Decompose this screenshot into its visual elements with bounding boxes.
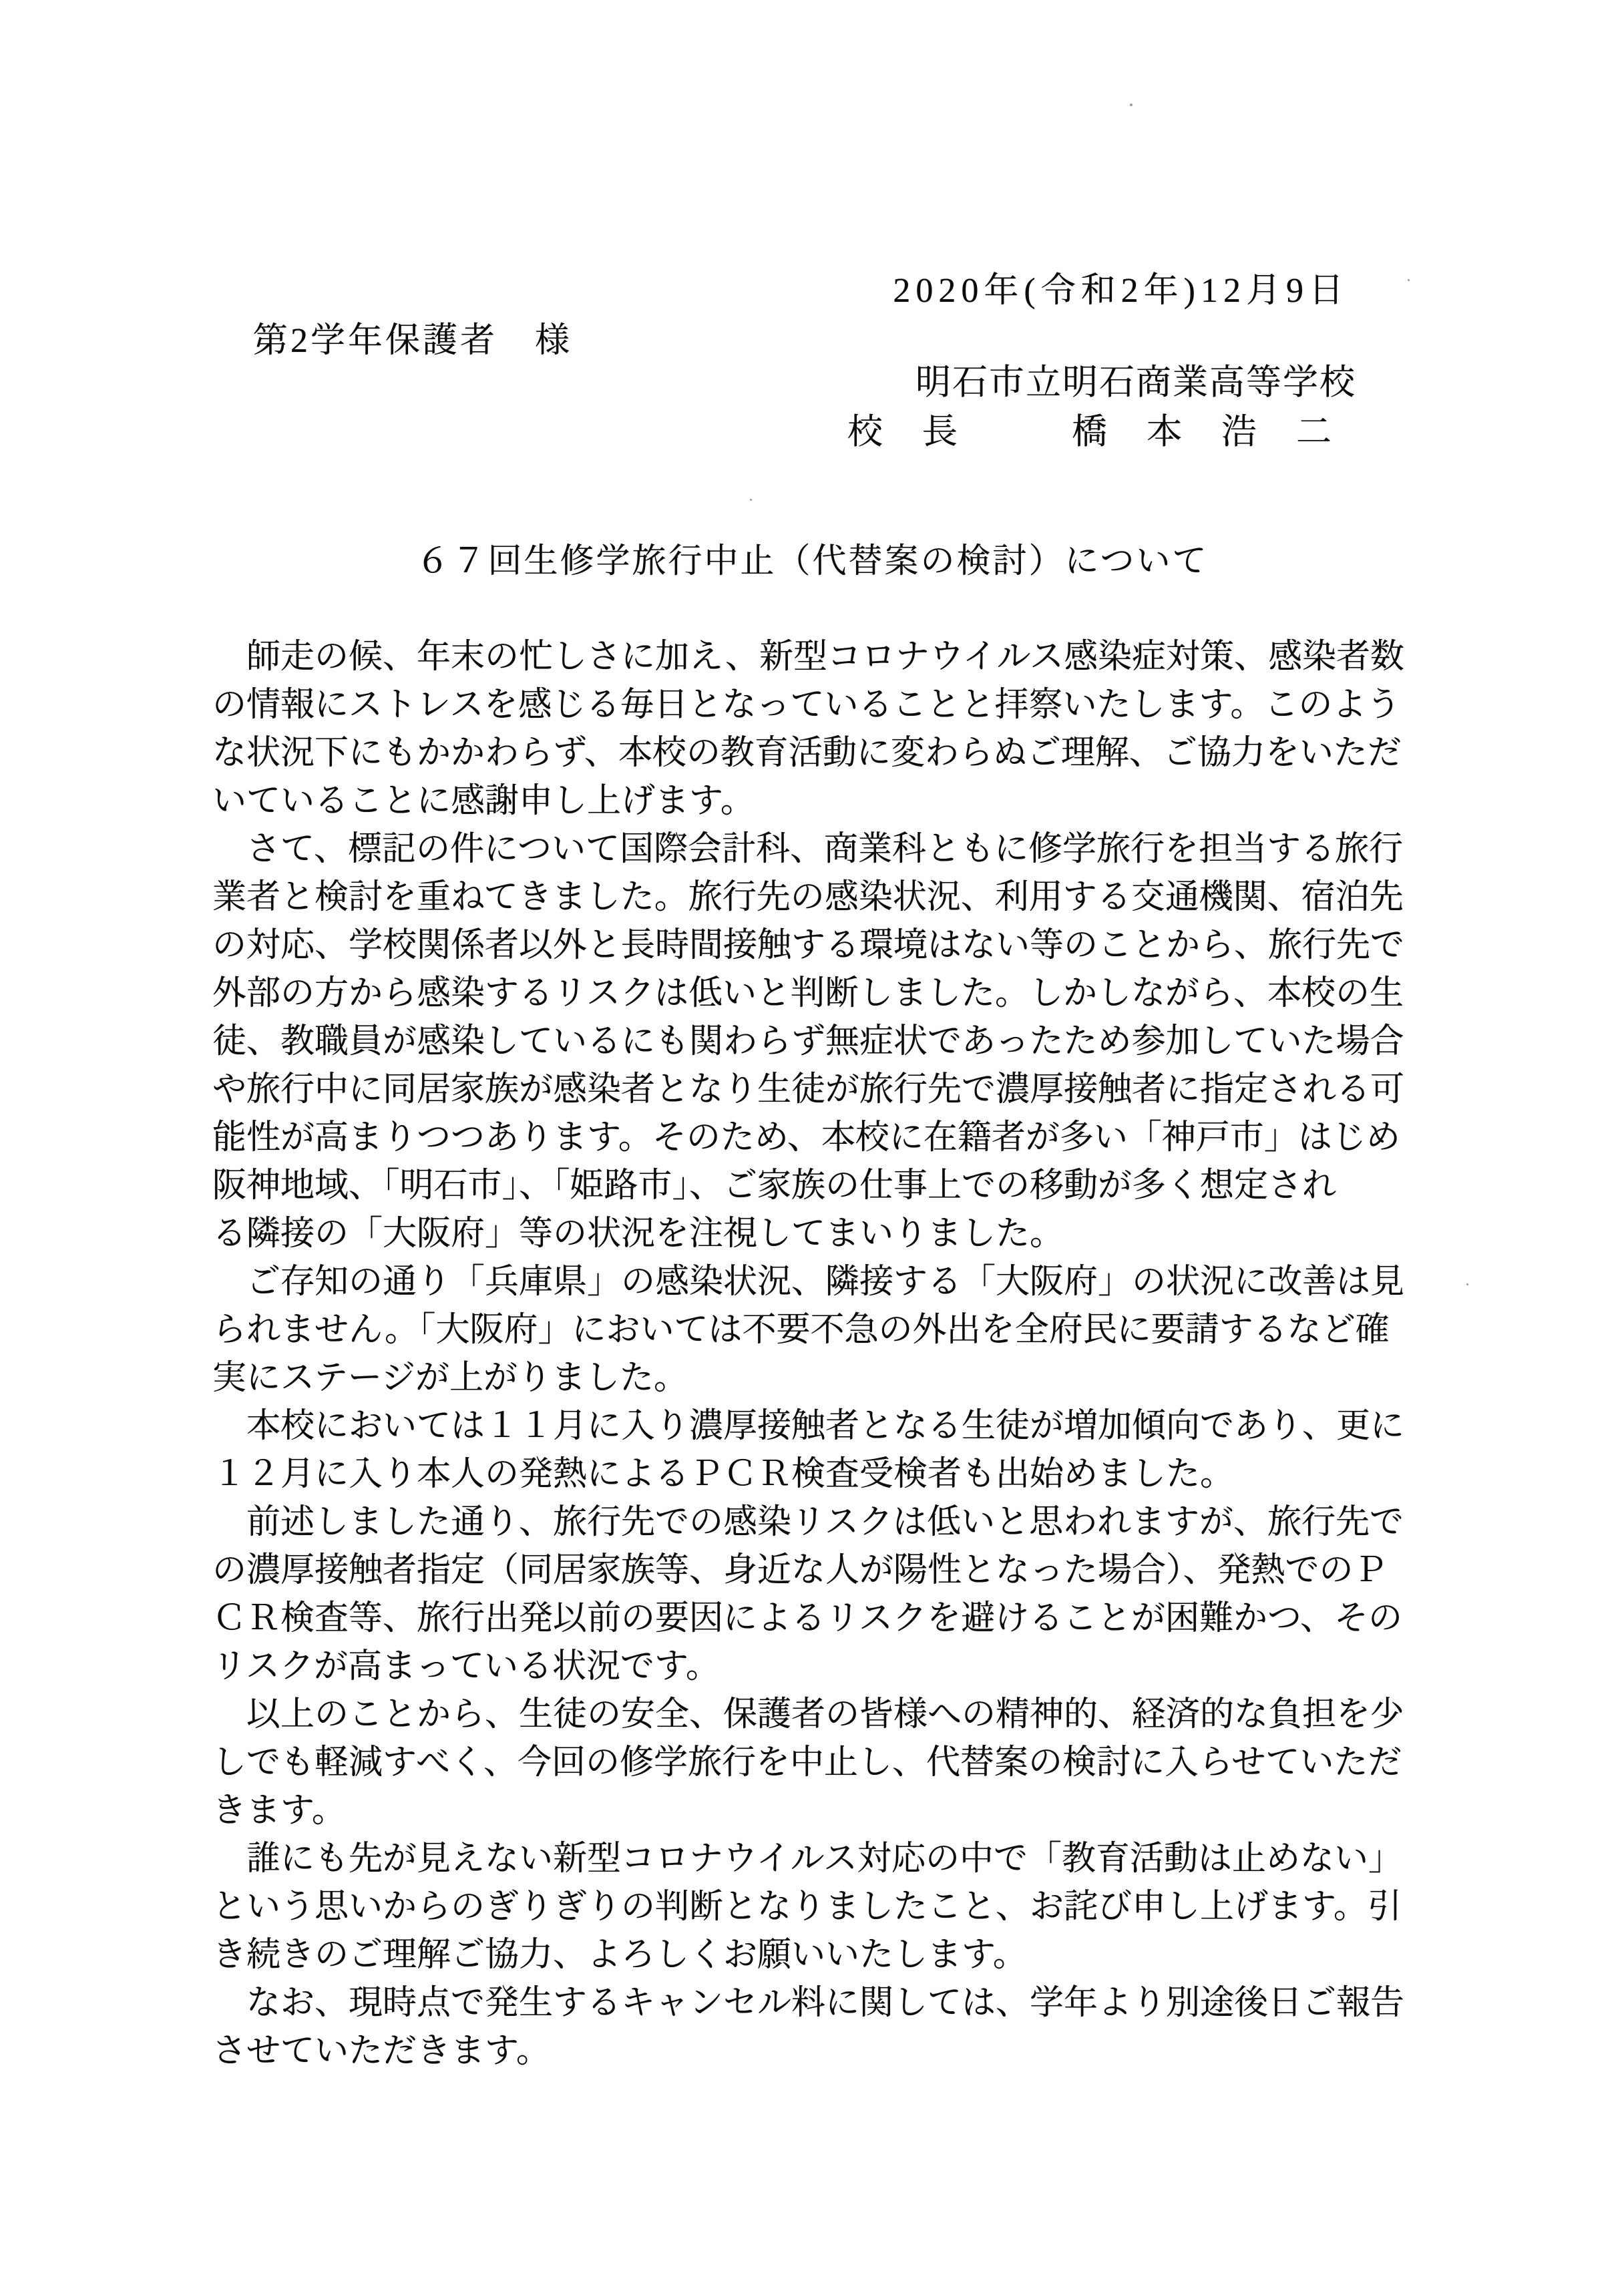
date-line: 2020年(令和2年)12月9日 [893,272,1349,310]
body-text-line: なお、現時点で発生するキャンセル料に関しては、学年より別途後日ご報告 [212,1985,1405,2022]
body-text-line: いていることに感謝申し上げます。 [212,783,755,820]
body-text-line: の濃厚接触者指定（同居家族等、身近な人が陽性となった場合）、発熱でのＰ [212,1552,1388,1589]
body-text-line: さて、標記の件について国際会計科、商業科ともに修学旅行を担当する旅行 [212,831,1403,868]
document-title: ６７回生修学旅行中止（代替案の検討）について [415,543,1209,580]
body-text-line: 師走の候、年末の忙しさに加え、新型コロナウイルス感染症対策、感染者数 [212,638,1405,676]
body-text-line: 徒、教職員が感染しているにも関わらず無症状であったため参加していた場合 [212,1023,1404,1060]
body-text-line: ＣＲ検査等、旅行出発以前の要因によるリスクを避けることが困難かつ、その [212,1600,1402,1637]
body-text-line: の対応、学校関係者以外と長時間接触する環境はない等のことから、旅行先で [212,927,1405,964]
body-text-line: られません。「大阪府」においては不要不急の外出を全府民に要請するなど確 [212,1311,1390,1349]
body-text-line: 阪神地域、「明石市」、「姫路市」、ご家族の仕事上での移動が多く想定され [212,1167,1337,1205]
scan-speck [1130,103,1133,106]
body-text-line: という思いからのぎりぎりの判断となりましたこと、お詫び申し上げます。引 [212,1888,1402,1926]
body-text-line: る隣接の「大阪府」等の状況を注視してまいりました。 [212,1215,1064,1253]
sender-principal-name: 校 長 橋 本 浩 二 [847,413,1334,451]
body-text-line: させていただきます。 [212,2033,550,2070]
body-text-line: き続きのご理解ご協力、よろしくお願いいたします。 [212,1936,1027,1974]
body-text-line: 本校においては１１月に入り濃厚接触者となる生徒が増加傾向であり、更に [212,1408,1405,1445]
scan-speck [1466,1283,1468,1285]
body-text-line: １２月に入り本人の発熱によるＰＣＲ検査受検者も出始めました。 [212,1456,1235,1493]
letter-body [212,633,1405,2075]
body-text-line: の情報にストレスを感じる毎日となっていることと拝察いたします。このよう [212,686,1401,724]
body-text-line: や旅行中に同居家族が感染者となり生徒が旅行先で濃厚接触者に指定される可 [212,1071,1405,1108]
body-text-line: 業者と検討を重ねてきました。旅行先の感染状況、利用する交通機関、宿泊先 [212,879,1404,916]
body-text-line: しでも軽減すべく、今回の修学旅行を中止し、代替案の検討に入らせていただ [212,1744,1402,1782]
body-text-line: ご存知の通り「兵庫県」の感染状況、隣接する「大阪府」の状況に改善は見 [212,1263,1405,1301]
body-text-line: 前述しました通り、旅行先での感染リスクは低いと思われますが、旅行先で [212,1504,1404,1541]
scan-speck [750,499,752,501]
body-text-line: 誰にも先が見えない新型コロナウイルス対応の中で「教育活動は止めない」 [212,1840,1402,1878]
body-text-line: リスクが高まっている状況です。 [212,1648,720,1685]
body-text-line: 実にステージが上がりました。 [212,1360,688,1397]
addressee-line: 第2学年保護者 様 [253,322,573,360]
body-text-line: な状況下にもかかわらず、本校の教育活動に変わらぬご理解、ご協力をいただ [212,735,1402,772]
sender-school-name: 明石市立明石商業高等学校 [916,363,1356,402]
body-text-line: 外部の方から感染するリスクは低いと判断しました。しかしながら、本校の生 [212,975,1404,1012]
scan-speck [1408,279,1410,281]
body-text-line: きます。 [212,1792,346,1830]
body-text-line: 能性が高まりつつあります。そのため、本校に在籍者が多い「神戸市」はじめ [212,1119,1400,1157]
body-text-line: 以上のことから、生徒の安全、保護者の皆様への精神的、経済的な負担を少 [212,1696,1405,1733]
